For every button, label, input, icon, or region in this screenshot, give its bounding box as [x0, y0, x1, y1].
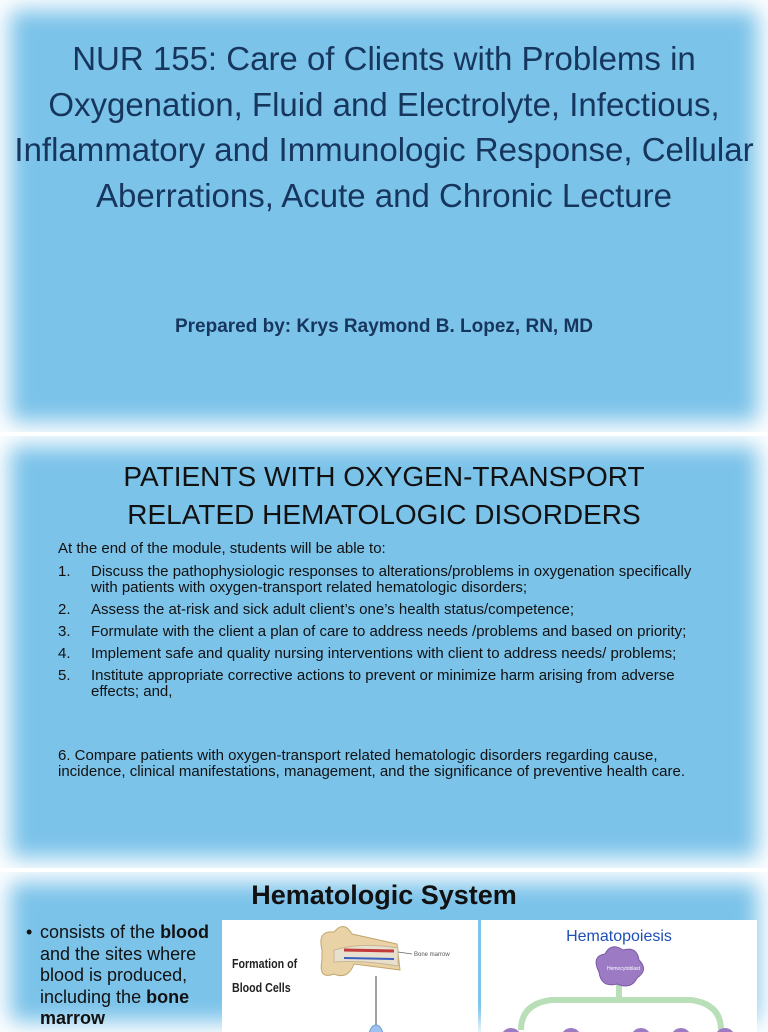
hematologic-title: Hematologic System	[251, 880, 517, 910]
marker-line	[398, 952, 412, 954]
objectives-title	[0, 458, 768, 534]
cell-icon	[671, 1028, 691, 1032]
item-number: 1.	[58, 563, 71, 580]
list-item	[58, 668, 718, 700]
item-number: 3.	[58, 623, 71, 640]
item-number: 5.	[58, 667, 71, 684]
stem-cell-icon	[369, 1025, 383, 1032]
slide-objectives	[0, 436, 768, 868]
item-text: Assess the at-risk and sick adult client’s one’s health status/competence;	[91, 601, 575, 618]
bullet-body	[26, 922, 222, 1030]
slide-title	[0, 0, 768, 432]
objectives-title-line2: RELATED HEMATOLOGIC DISORDERS	[127, 499, 641, 530]
hematopoiesis-title: Hematopoiesis	[566, 928, 672, 945]
list-item	[58, 564, 718, 596]
course-title: NUR 155: Care of Clients with Problems in Oxygenation, Fluid and Electrolyte, Infectious, Inflammatory and Immunologic Response, Cellular Aberrations, Acute and Chronic Lecture	[14, 40, 754, 214]
item-text: Institute appropriate corrective actions to prevent or minimize harm arising from adverse effects; and,	[91, 667, 675, 700]
blood-cell-formation-figure	[222, 920, 478, 1032]
figure-label-line1: Formation of	[232, 956, 298, 971]
item-number: 4.	[58, 645, 71, 662]
hematopoiesis-figure	[481, 920, 757, 1032]
bullet-text	[26, 922, 222, 1030]
hematopoiesis-diagram	[481, 920, 757, 1032]
cell-icon	[631, 1028, 651, 1032]
item-text: Implement safe and quality nursing interventions with client to address needs/ problems;	[91, 645, 677, 662]
bone-illustration	[222, 920, 478, 1032]
objective-item-6: 6. Compare patients with oxygen-transport related hematologic disorders regarding cause, incidence, clinical manifestations, management, and the significance of preventive health care.	[58, 747, 686, 780]
bullet-part: consists of the	[40, 922, 161, 942]
bone-marrow-marker: Bone marrow	[414, 952, 450, 958]
bone-icon	[321, 926, 400, 975]
item-number: 2.	[58, 601, 71, 618]
lineage-arrows	[521, 1000, 721, 1030]
objectives-list	[58, 564, 718, 706]
item-text: Formulate with the client a plan of care to address needs /problems and based on priority;	[91, 623, 687, 640]
bullet-part: and the sites where blood is produced, including the	[40, 943, 197, 1007]
figure-label-line2: Blood Cells	[232, 980, 291, 995]
list-item	[58, 624, 718, 640]
list-item	[58, 602, 718, 618]
item-text: Discuss the pathophysiologic responses to alterations/problems in oxygenation specifically with patients with oxygen-transport related hematologic disorders;	[91, 563, 692, 596]
bullet-bold-bone-marrow: bone marrow	[40, 986, 190, 1028]
objectives-title-line1: PATIENTS WITH OXYGEN-TRANSPORT	[123, 461, 645, 492]
hemocytoblast-label: Hemocytoblast	[607, 966, 641, 972]
author-line: Prepared by: Krys Raymond B. Lopez, RN, MD	[174, 316, 594, 337]
bullet-bold-blood: blood	[160, 922, 210, 942]
list-item	[58, 646, 718, 662]
cell-icon	[561, 1028, 581, 1032]
bullet-dot-icon: •	[26, 922, 33, 942]
slide-hematologic-system	[0, 872, 768, 1032]
objectives-intro: At the end of the module, students will be able to:	[58, 540, 386, 557]
